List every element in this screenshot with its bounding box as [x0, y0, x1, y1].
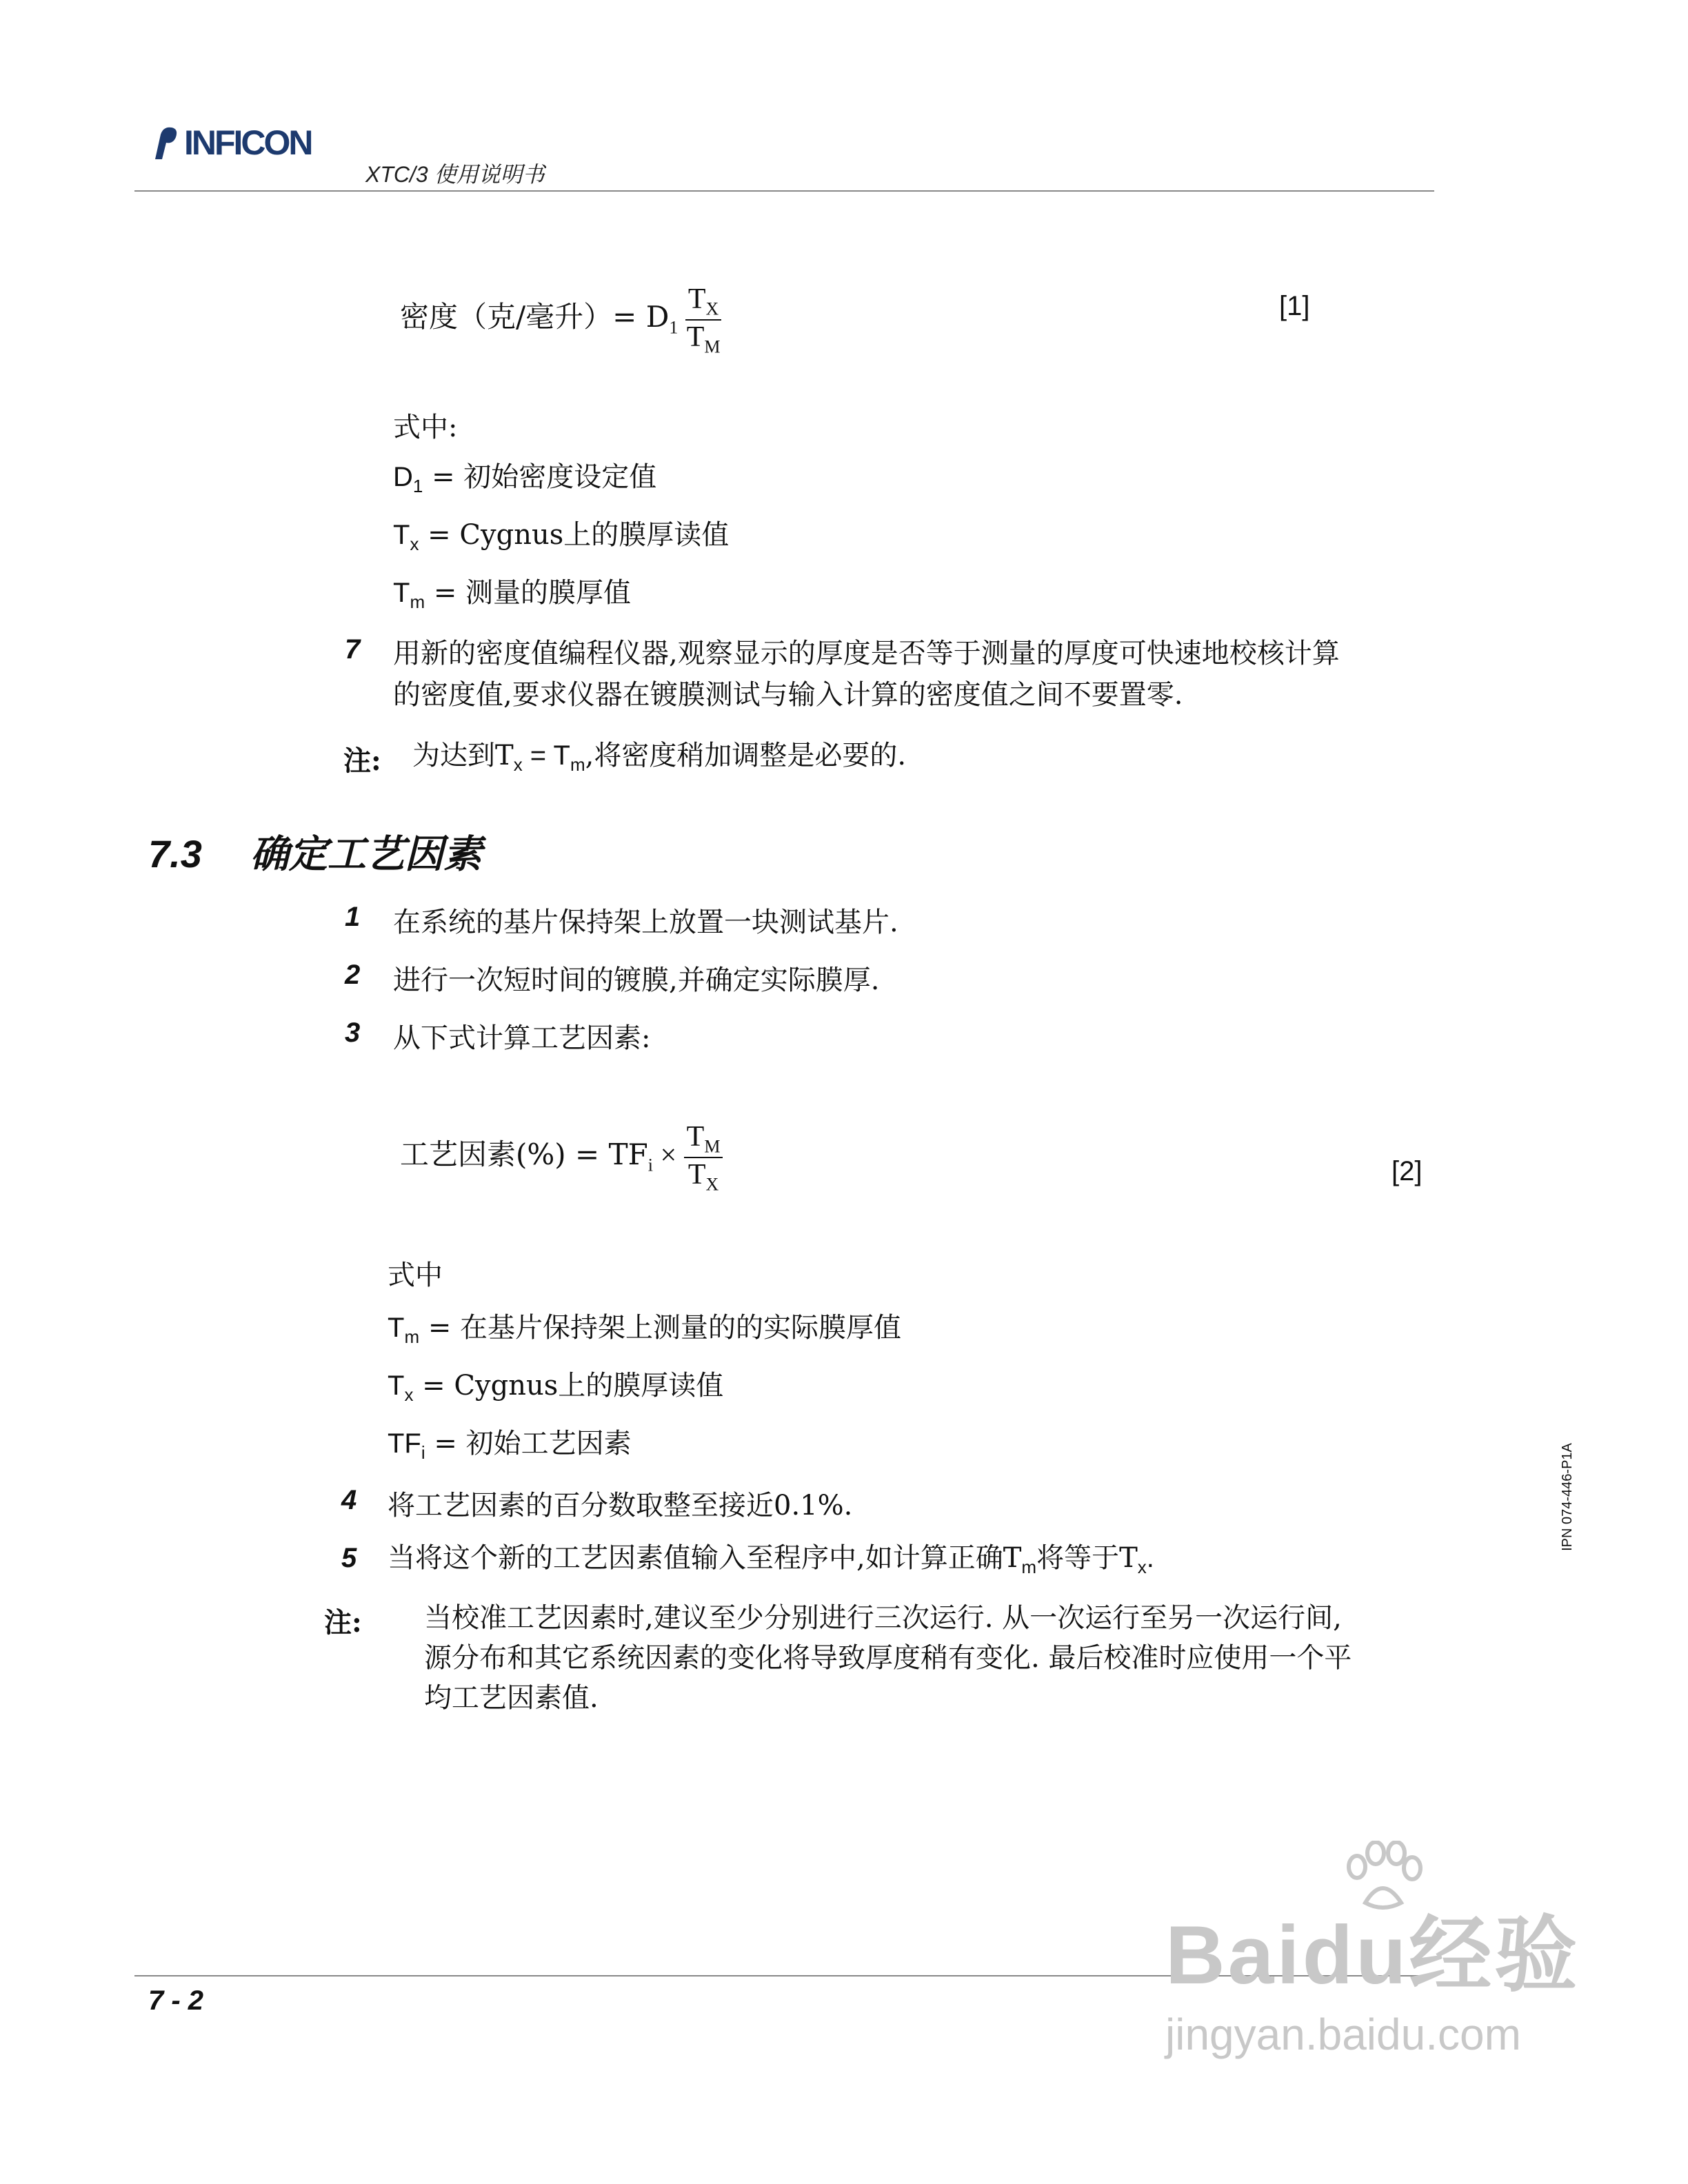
page-number: 7 - 2 — [148, 1985, 204, 2016]
formula2-numerator: T — [686, 1121, 705, 1153]
header-divider — [134, 190, 1434, 192]
where1-def-d1 — [393, 461, 656, 503]
note-1-sub1: x — [513, 754, 523, 775]
formula1-reference: [1] — [1279, 291, 1310, 321]
step-5-text — [388, 1541, 1154, 1584]
where2-def-tm — [388, 1311, 901, 1353]
def-symbol: D — [393, 462, 413, 492]
baidu-watermark — [1165, 1889, 1580, 2060]
step-3-number: 3 — [345, 1018, 361, 1048]
logo-text: INFICON — [184, 123, 312, 162]
formula2-denominator: T — [687, 1159, 706, 1191]
def-text: = 初始密度设定值 — [423, 461, 657, 493]
note-1-sub2: m — [570, 754, 585, 775]
def-text: = Cygnus上的膜厚读值 — [413, 1370, 724, 1402]
document-part-number: IPN 074-446-P1A — [1559, 1443, 1575, 1551]
section-number: 7.3 — [148, 832, 202, 876]
formula1-denominator-sub: M — [704, 336, 721, 357]
step-4-text: 将工艺因素的百分数取整至接近0.1%. — [388, 1490, 853, 1521]
formula1-numerator: T — [687, 283, 706, 315]
formula1-lhs: 密度（克/毫升）= D — [400, 300, 670, 334]
where2-label: 式中 — [388, 1260, 443, 1291]
formula2-reference: [2] — [1391, 1156, 1423, 1186]
def-symbol: T — [388, 1313, 405, 1343]
where2-def-tfi — [388, 1427, 632, 1469]
step-5-mid: 将等于T — [1036, 1542, 1138, 1574]
step-5-pre: 当将这个新的工艺因素值输入至程序中,如计算正确T — [388, 1542, 1022, 1574]
where1-def-tm — [393, 576, 631, 618]
formula2-lhs-sub: i — [647, 1155, 653, 1175]
formula2-fraction — [684, 1120, 723, 1195]
formula1-denominator: T — [686, 321, 705, 354]
formula2-numerator-sub: M — [704, 1136, 721, 1157]
formula1-numerator-sub: X — [705, 299, 719, 319]
step-5-post: . — [1146, 1543, 1154, 1573]
note-2-label: 注: — [324, 1606, 362, 1639]
formula2-denominator-sub: X — [705, 1174, 719, 1195]
def-symbol: T — [388, 1371, 405, 1401]
note-2-text — [424, 1598, 1352, 1718]
step-5-sub1: m — [1021, 1557, 1037, 1577]
def-symbol-sub: m — [404, 1326, 420, 1347]
note-1-post: ,将密度稍加调整是必要的. — [585, 740, 907, 771]
def-text: = 在基片保持架上测量的的实际膜厚值 — [419, 1312, 902, 1344]
note-1-pre: 为达到T — [412, 740, 514, 771]
inficon-logo — [148, 123, 312, 163]
formula2-lhs: 工艺因素(%) = TF — [400, 1138, 648, 1172]
def-symbol-sub: i — [421, 1442, 425, 1463]
step-7-line-2: 的密度值,要求仪器在镀膜测试与输入计算的密度值之间不要置零. — [393, 679, 1183, 711]
step-7-text — [393, 633, 1340, 716]
inficon-logo-mark-icon — [148, 125, 180, 161]
def-symbol-sub: x — [410, 534, 419, 554]
formula2-times: × — [660, 1140, 677, 1172]
step-1-text: 在系统的基片保持架上放置一块测试基片. — [393, 907, 898, 938]
note-1-text — [412, 739, 906, 781]
document-title: XTC/3 使用说明书 — [365, 162, 545, 187]
note-2-line-1: 当校准工艺因素时,建议至少分别进行三次运行. 从一次运行至另一次运行间, — [424, 1602, 1342, 1634]
step-3-text: 从下式计算工艺因素: — [393, 1022, 651, 1054]
note-1-mid: = T — [522, 740, 570, 771]
def-symbol: TF — [388, 1428, 421, 1459]
step-4-number: 4 — [341, 1485, 357, 1515]
def-symbol-sub: x — [404, 1384, 414, 1405]
def-text: = Cygnus上的膜厚读值 — [419, 519, 730, 551]
watermark-main: Baidu经验 — [1165, 1909, 1580, 2001]
where1-label: 式中: — [393, 412, 458, 443]
step-5-sub2: x — [1137, 1557, 1147, 1577]
section-heading — [148, 824, 482, 879]
paw-icon — [1338, 1841, 1427, 1917]
step-7-number: 7 — [345, 634, 361, 665]
step-2-number: 2 — [345, 960, 361, 990]
def-symbol: T — [393, 520, 410, 550]
watermark-sub: jingyan.baidu.com — [1165, 2010, 1521, 2059]
step-1-number: 1 — [345, 902, 361, 932]
step-2-text: 进行一次短时间的镀膜,并确定实际膜厚. — [393, 964, 880, 996]
def-symbol-sub: m — [410, 592, 425, 612]
tooling-factor-formula — [400, 1120, 723, 1195]
note-1-label: 注: — [343, 745, 381, 777]
def-text: = 初始工艺因素 — [425, 1428, 632, 1459]
formula1-fraction — [685, 283, 721, 358]
where2-def-tx — [388, 1369, 723, 1411]
where1-def-tx — [393, 518, 729, 560]
section-title: 确定工艺因素 — [250, 832, 482, 877]
def-symbol-sub: 1 — [412, 476, 423, 496]
step-7-line-1: 用新的密度值编程仪器,观察显示的厚度是否等于测量的厚度可快速地校核计算 — [393, 638, 1340, 669]
step-5-number: 5 — [341, 1543, 357, 1573]
density-formula — [400, 283, 721, 358]
def-symbol: T — [393, 578, 410, 608]
formula1-lhs-sub: 1 — [669, 317, 679, 338]
def-text: = 测量的膜厚值 — [425, 577, 632, 609]
note-2-line-2: 源分布和其它系统因素的变化将导致厚度稍有变化. 最后校准时应使用一个平 — [424, 1642, 1352, 1674]
note-2-line-3: 均工艺因素值. — [424, 1682, 599, 1714]
